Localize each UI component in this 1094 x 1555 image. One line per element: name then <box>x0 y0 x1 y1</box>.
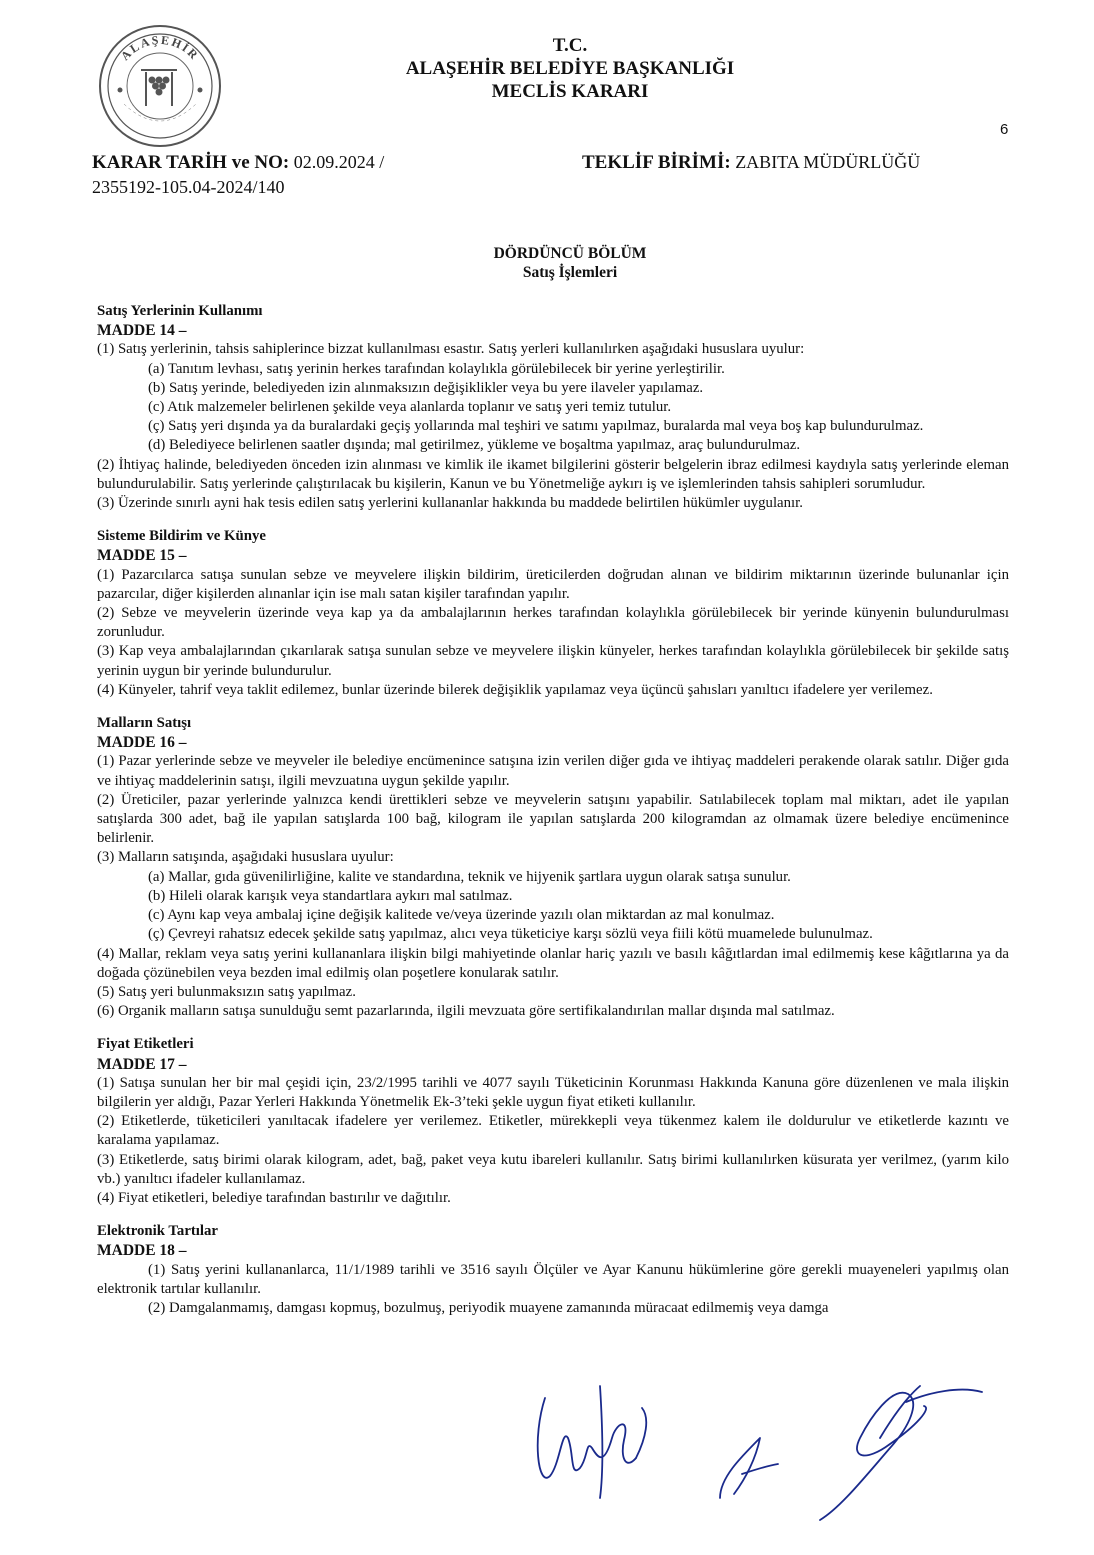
paragraph: (a) Tanıtım levhası, satış yerinin herkes tarafından kolaylıkla görülebilecek bir yerine yerleştirilir. <box>148 360 725 377</box>
paragraph: (3) Kap veya ambalajlarından çıkarılarak satışa sunulan sebze ve meyvelere ilişkin künyeler, herkes tarafından kolaylıkla görülebilecek bir şekilde satış yerinin uygun bir yerinde bulundurulur. <box>97 643 1009 679</box>
madde-section <box>97 714 1009 1021</box>
paragraph: (1) Pazarcılarca satışa sunulan sebze ve meyvelere ilişkin bildirim, üreticilerden doğrudan alınan ve bildirim miktarının üzerinde bulunanlar için pazarcılar, diğer kişilerden alınanlar için ise malı satan kişiler tarafından yapılır. <box>97 566 1009 602</box>
municipality-seal <box>96 22 224 150</box>
madde-section <box>97 1035 1009 1208</box>
paragraph: (3) Üzerinde sınırlı ayni hak tesis edilen satış yerlerini kullananlar hakkında bu maddede belirtilen hükümler uygulanır. <box>97 495 803 512</box>
paragraph: (2) İhtiyaç halinde, belediyeden önceden izin alınması ve kimlik ile ikamet bilgilerini gösterir belgelerin ibraz edilmesi kaydıyla satış yerlerinde eleman bulundurulabilir. Satış yerlerinde çalıştırılacak bu kişilerin, Kanun ve bu Yönetmeliğe aykırı iş ve işlemlerinden tahsis sahipleri sorumludur. <box>97 456 1009 492</box>
header-line-council-decision: MECLİS KARARI <box>491 81 649 102</box>
madde-section <box>97 302 1009 513</box>
paragraph: (4) Künyeler, tahrif veya taklit edilemez, bunlar üzerinde bilerek değişiklik yapılamaz veya üçüncü şahısları yanıltıcı ifadelere yer verilemez. <box>97 681 933 698</box>
paragraph: (3) Malların satışında, aşağıdaki hususlara uyulur: <box>97 849 394 866</box>
paragraph: (2) Etiketlerde, tüketicileri yanıltacak ifadelere yer verilemez. Etiketler, mürekkepli veya tükenmez kalem ile doldurulur ve etiketlerde kazıntı ve karalama yapılamaz. <box>97 1113 1009 1149</box>
madde-number: MADDE 18 – <box>97 1242 187 1260</box>
document-body <box>97 302 1009 1318</box>
paragraph: (1) Satış yerlerinin, tahsis sahiplerince bizzat kullanılması esastır. Satış yerleri kullanılırken aşağıdaki hususlara uyulur: <box>97 341 805 358</box>
section-title: Elektronik Tartılar <box>97 1223 218 1240</box>
madde-number: MADDE 14 – <box>97 322 187 340</box>
section-title: Malların Satışı <box>97 715 192 732</box>
paragraph: (5) Satış yeri bulunmaksızın satış yapılmaz. <box>97 983 356 1000</box>
section-title: Sisteme Bildirim ve Künye <box>97 528 266 545</box>
paragraph: (2) Sebze ve meyvelerin üzerinde veya kap ya da ambalajlarının herkes tarafından kolaylıkla görülebilecek bir yerinde künyenin bulundurulması zorunludur. <box>97 605 1009 641</box>
paragraph: (2) Üreticiler, pazar yerlerinde yalnızca kendi ürettikleri sebze ve meyvelerin satışını yapabilir. Satılabilecek toplam mal miktarı, adet ile yapılan satışlarda 300 adet, bağ ile yapılan satışlarda 100 bağ, kilogram ile yapılan satışlarda 200 kilogramdan az olmamak üzere belediye encümenince belirlenir. <box>97 791 1009 847</box>
handwritten-signatures <box>520 1378 1020 1548</box>
proposing-unit <box>582 150 920 175</box>
decision-date-label: KARAR TARİH ve NO: <box>92 152 290 173</box>
header-line-tc: T.C. <box>552 35 588 56</box>
paragraph: (2) Damgalanmamış, damgası kopmuş, bozulmuş, periyodik muayene zamanında müracaat edilmemiş veya damga <box>148 1299 829 1316</box>
paragraph: (c) Aynı kap veya ambalaj içine değişik kalitede ve/veya üzerinde yazılı olan miktardan az mal konulmaz. <box>148 907 775 924</box>
decision-number-value: 2355192-105.04-2024/140 <box>92 177 285 197</box>
paragraph: (a) Mallar, gıda güvenilirliğine, kalite ve standardına, teknik ve hijyenik şartlara uygun olarak satışa sunulur. <box>148 868 791 885</box>
paragraph: (4) Fiyat etiketleri, belediye tarafından bastırılır ve dağıtılır. <box>97 1189 451 1206</box>
paragraph: (1) Satışa sunulan her bir mal çeşidi için, 23/2/1995 tarihli ve 4077 sayılı Tüketicinin Korunması Hakkında Kanuna göre düzenlenen ve mala ilişkin bilgilerin yer aldığı, Pazar Yerleri Hakkında Yönetmelik Ek-3’teki şekle uygun fiyat etiketi kullanılır. <box>97 1074 1009 1110</box>
section-title: Satış Yerlerinin Kullanımı <box>97 303 263 319</box>
madde-section <box>97 527 1009 700</box>
paragraph: (1) Pazar yerlerinde sebze ve meyveler ile belediye encümenince satışına izin verilen diğer gıda ve ihtiyaç maddeleri perakende olarak satılır. Diğer gıda ve ihtiyaç maddelerinin satışı, ilgili mevzuatına uygun şekilde yapılır. <box>97 753 1009 789</box>
chapter-subtitle: Satış İşlemleri <box>522 264 618 281</box>
paragraph: (4) Mallar, reklam veya satış yerini kullananlara ilişkin bilgi mahiyetinde olanlar hariç yazılı ve basılı kâğıtlardan imal edilmemiş kese kâğıtlarına ya da doğada çözünebilen veya bezden imal edilmiş olan poşetlere konularak satılır. <box>97 945 1009 981</box>
page-number: 6 <box>1000 121 1009 138</box>
decision-date-value: 02.09.2024 / <box>293 152 385 172</box>
svg-text:ALAŞEHİR: ALAŞEHİR <box>117 32 203 64</box>
section-title: Fiyat Etiketleri <box>97 1036 194 1053</box>
document-header <box>300 34 840 103</box>
madde-section <box>97 1222 1009 1318</box>
paragraph: (1) Satış yerini kullananlarca, 11/1/1989 tarihli ve 3516 sayılı Ölçüler ve Ayar Kanunu hükümlerine göre gerekli muayeneleri yapılmış olan elektronik tartılar kullanılır. <box>97 1261 1009 1297</box>
chapter-heading <box>300 244 840 282</box>
paragraph: (ç) Çevreyi rahatsız edecek şekilde satış yapılmaz, alıcı veya tüketiciye karşı sözlü veya fiili kötü muamelede bulunulmaz. <box>148 926 873 943</box>
paragraph: (b) Hileli olarak karışık veya standartlara aykırı mal satılmaz. <box>148 887 513 904</box>
paragraph: (b) Satış yerinde, belediyeden izin alınmaksızın değişiklikler veya bu yere ilaveler yapılamaz. <box>148 379 704 396</box>
madde-number: MADDE 15 – <box>97 547 187 565</box>
paragraph: (6) Organik malların satışa sunulduğu semt pazarlarında, ilgili mevzuata göre sertifikalandırılan mallar dışında mal satılmaz. <box>97 1003 835 1020</box>
header-line-municipality: ALAŞEHİR BELEDİYE BAŞKANLIĞI <box>405 58 735 79</box>
paragraph: (ç) Satış yeri dışında ya da buralardaki geçiş yollarında mal teşhiri ve satımı yapılmaz, buralarda mal veya boş kap bulundurulmaz. <box>148 418 924 435</box>
paragraph: (3) Etiketlerde, satış birimi olarak kilogram, adet, bağ, paket veya kutu ibareleri kullanılır. Satış birimi kullanılırken küsurata yer verilmez, (yarım kilo vb.) yanıltıcı ifadeler kullanılamaz. <box>97 1151 1009 1187</box>
paragraph: (d) Belediyece belirlenen saatler dışında; mal getirilmez, yükleme ve boşaltma yapılmaz, araç bulundurulmaz. <box>148 437 801 454</box>
proposing-unit-value: ZABITA MÜDÜRLÜĞÜ <box>735 152 921 172</box>
decision-date-number <box>92 150 384 199</box>
proposing-unit-label: TEKLİF BİRİMİ: <box>582 152 731 173</box>
madde-number: MADDE 16 – <box>97 734 187 752</box>
chapter-title: DÖRDÜNCÜ BÖLÜM <box>493 245 647 262</box>
madde-number: MADDE 17 – <box>97 1055 187 1073</box>
paragraph: (c) Atık malzemeler belirlenen şekilde veya alanlarda toplanır ve satış yeri temiz tutulur. <box>148 399 672 416</box>
